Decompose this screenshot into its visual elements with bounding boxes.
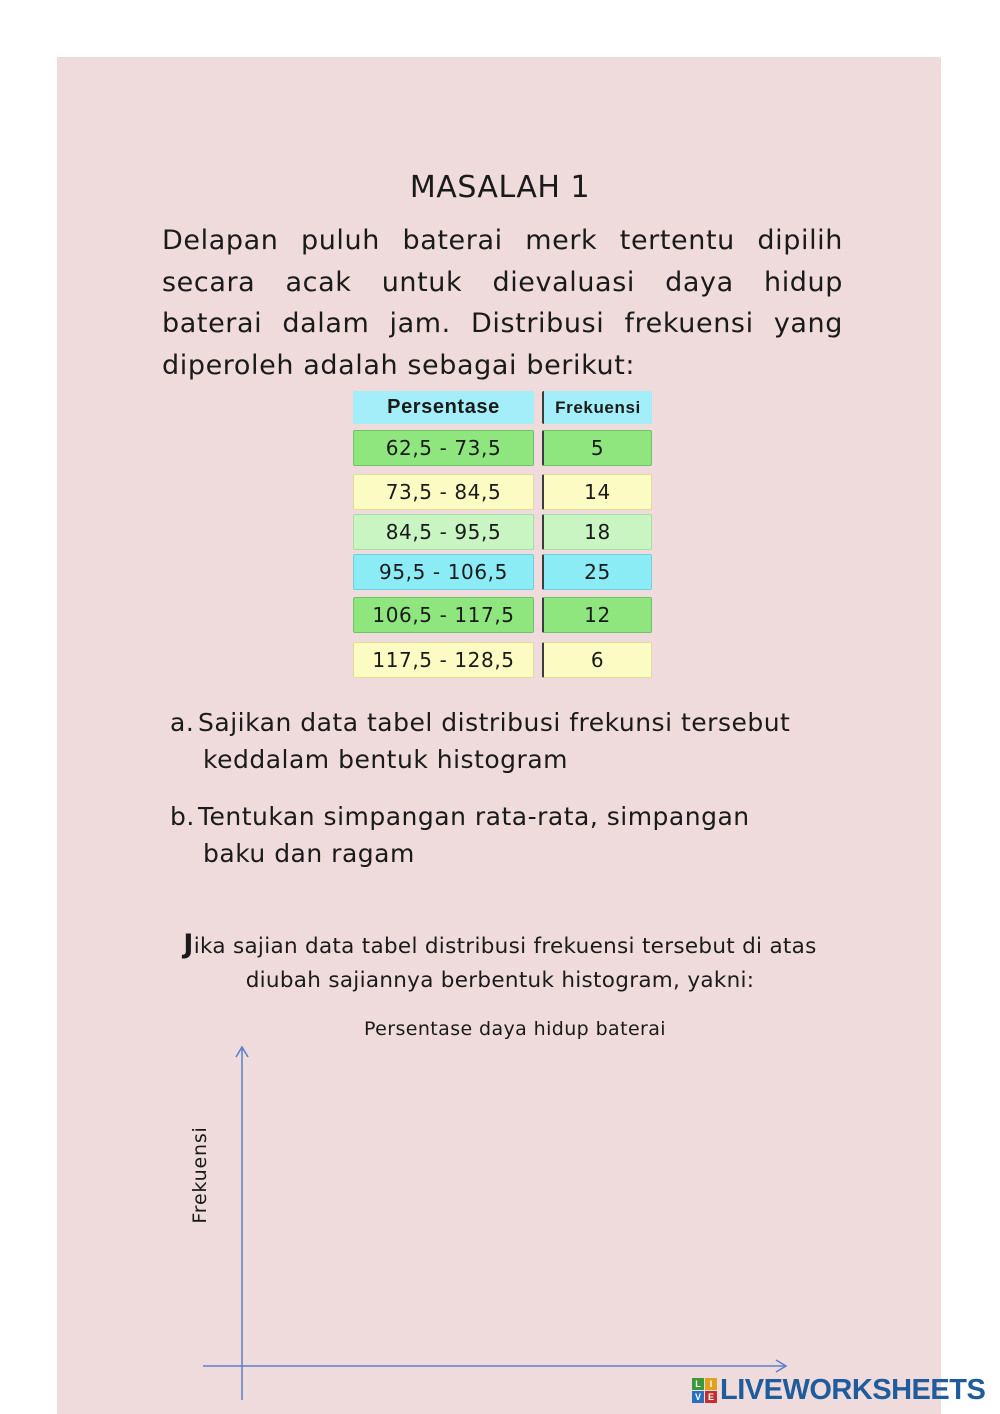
- table-cell-range: 95,5 - 106,5: [353, 554, 534, 590]
- table-cell-range: 73,5 - 84,5: [353, 474, 534, 510]
- question-a: [170, 704, 810, 778]
- question-text: Sajikan data tabel distribusi frekunsi tersebut keddalam bentuk histogram: [198, 708, 791, 774]
- table-cell-frequency: 18: [542, 514, 652, 550]
- table-cell-range: 84,5 - 95,5: [353, 514, 534, 550]
- liveworksheets-logo-icon: L I V E: [692, 1378, 717, 1403]
- histogram-title: Persentase daya hidup baterai: [364, 1018, 666, 1040]
- problem-statement: Delapan puluh baterai merk tertentu dipilih secara acak untuk dievaluasi daya hidup baterai dalam jam. Distribusi frekuensi yang diperoleh adalah sebagai berikut:: [162, 225, 843, 381]
- histogram-intro: [150, 928, 850, 998]
- question-letter: a.: [170, 708, 195, 737]
- question-letter: b.: [170, 802, 195, 831]
- table-cell-range: 117,5 - 128,5: [353, 642, 534, 678]
- intro-text: ika sajian data tabel distribusi frekuensi tersebut di atas diubah sajiannya berbentuk histogram, yakni:: [193, 934, 817, 993]
- page-title: MASALAH 1: [409, 170, 591, 205]
- table-header-range: Persentase: [353, 391, 534, 424]
- table-cell-frequency: 12: [542, 597, 652, 633]
- table-cell-range: 62,5 - 73,5: [353, 430, 534, 466]
- table-cell-frequency: 5: [542, 430, 652, 466]
- table-cell-range: 106,5 - 117,5: [353, 597, 534, 633]
- liveworksheets-watermark: [692, 1373, 985, 1407]
- histogram-y-axis-label: Frekuensi: [189, 1126, 211, 1224]
- question-text: Tentukan simpangan rata-rata, simpangan baku dan ragam: [198, 802, 750, 868]
- table-cell-frequency: 6: [542, 642, 652, 678]
- table-header-frequency: Frekuensi: [542, 391, 652, 424]
- watermark-text: LIVEWORKSHEETS: [720, 1373, 986, 1406]
- table-cell-frequency: 14: [542, 474, 652, 510]
- question-b: [170, 798, 820, 872]
- table-cell-frequency: 25: [542, 554, 652, 590]
- intro-first-letter: J: [183, 929, 194, 960]
